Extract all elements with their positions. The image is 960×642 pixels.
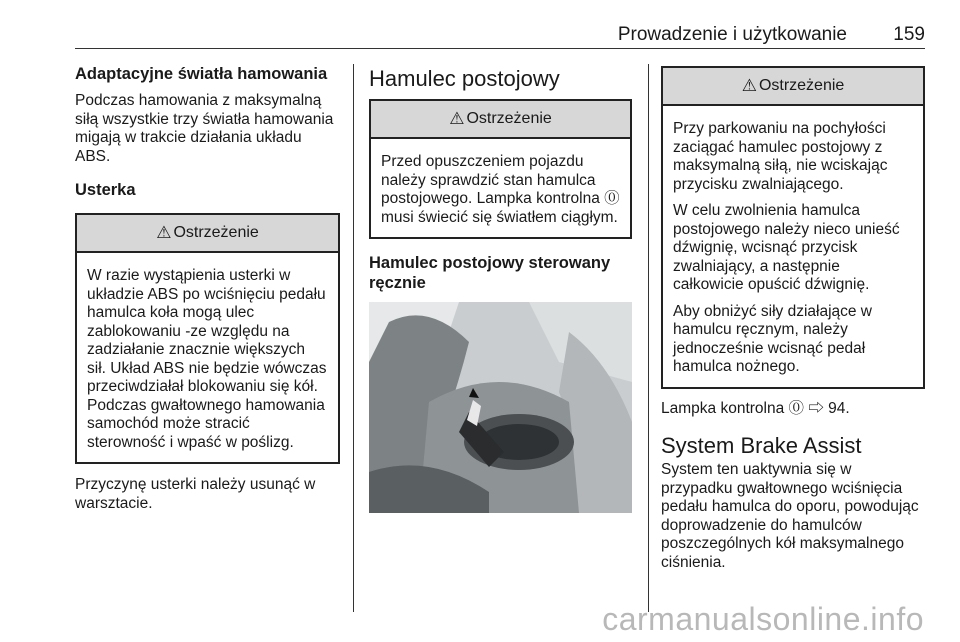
heading-brake-assist: System Brake Assist — [661, 433, 862, 458]
warning-triangle-icon: ⚠ — [449, 109, 465, 128]
middle-column — [369, 64, 632, 293]
right-column — [661, 64, 925, 572]
warning-triangle-icon: ⚠ — [741, 76, 757, 95]
warning-box — [75, 213, 340, 464]
parking-brake-photo — [369, 302, 632, 513]
warning-header — [371, 101, 630, 139]
warning-text: Przy parkowaniu na pochyłości zaciągać hamulec postojowy z maksymalną siłą, nie wciskając przycisku zwalniającego. — [673, 120, 888, 193]
parking-brake-lever-image — [369, 302, 632, 513]
warning-box — [369, 99, 632, 239]
page-header — [75, 24, 925, 50]
paragraph: Przyczynę usterki należy usunąć w warsztacie. — [75, 476, 316, 512]
warning-text: Aby obniżyć siły działające w hamulcu ręcznym, należy jednocześnie wcisnąć pedał hamulca nożnego. — [673, 302, 873, 375]
warning-title: Ostrzeżenie — [758, 77, 845, 94]
paragraph: Podczas hamowania z maksymalną siłą wszystkie trzy światła hamowania migają w trakcie działania układu ABS. — [75, 92, 334, 165]
paragraph: System ten uaktywnia się w przypadku gwałtownego wciśnięcia pedału hamulca do oporu, powodując doprowadzenie do hamulców poszczególnych kół maksymalnego ciśnienia. — [661, 461, 919, 571]
warning-text: Przed opuszczeniem pojazdu należy sprawdzić stan hamulca postojowego. Lampka kontrolna ⓪ musi świecić się światłem ciągłym. — [381, 153, 620, 226]
warning-text: W celu zwolnienia hamulca postojowego należy nieco unieść dźwignię, wcisnąć przycisk zwalniający, a następnie całkowicie opuścić dźwignię. — [673, 202, 900, 293]
watermark: carmanualsonline.info — [602, 601, 924, 637]
warning-text: W razie wystąpienia usterki w układzie ABS po wciśnięciu pedału hamulca koła mogą ulec zablokowaniu -ze względu na zadziałanie znacznie większych sił. Układ ABS nie będzie wówczas przeciwdziałał blokowaniu się kół. Podczas gwałtownego hamowania samochód może stracić sterowność i wpaść w poślizg. — [87, 267, 327, 451]
page-number: 159 — [893, 24, 925, 45]
warning-triangle-icon: ⚠ — [156, 223, 172, 242]
heading-adaptive-brake-lights: Adaptacyjne światła hamowania — [75, 65, 328, 83]
warning-title: Ostrzeżenie — [466, 110, 552, 127]
subheading-manual-parking-brake: Hamulec postojowy sterowany ręcznie — [369, 254, 611, 292]
lamp-reference: Lampka kontrolna ⓪ ⇨ 94. — [661, 399, 850, 417]
section-title: Prowadzenie i użytkowanie — [617, 24, 847, 45]
warning-title: Ostrzeżenie — [173, 224, 259, 241]
column-divider — [648, 64, 649, 612]
warning-box — [661, 66, 925, 389]
heading-fault: Usterka — [75, 181, 136, 199]
column-divider — [353, 64, 354, 612]
header-rule — [75, 48, 925, 49]
left-column — [75, 64, 340, 513]
warning-header — [663, 68, 923, 106]
heading-parking-brake: Hamulec postojowy — [369, 66, 560, 91]
warning-header — [77, 215, 338, 253]
